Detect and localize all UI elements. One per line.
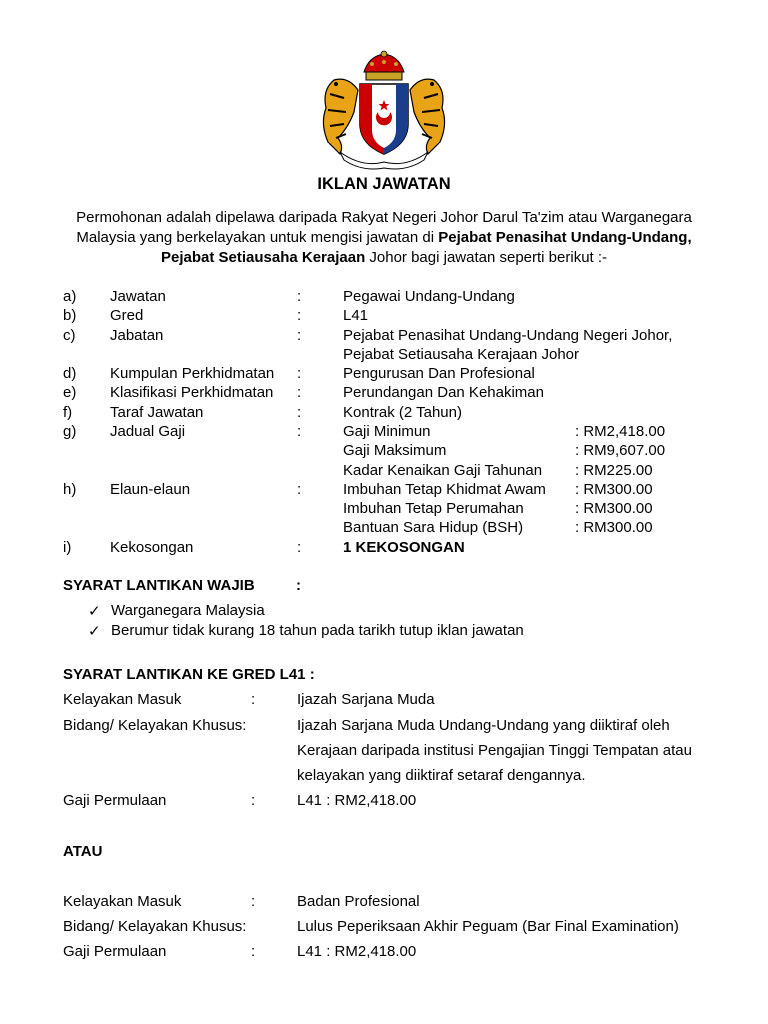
qualification-value: L41 : RM2,418.00 (297, 943, 417, 960)
intro-text-bold: Pejabat Penasihat Undang-Undang, Pejabat Setiausaha Kerajaan (160, 229, 692, 266)
detail-value: Perundangan Dan Kehakiman (343, 384, 544, 401)
gaji-item-amount: : RM2,418.00 (575, 423, 666, 440)
detail-letter: c) (63, 327, 76, 344)
qualification-value: Ijazah Sarjana Muda Undang-Undang yang diiktiraf oleh (297, 717, 670, 734)
detail-letter: e) (63, 384, 77, 401)
qualification-value: Badan Profesional (297, 893, 420, 910)
gaji-item-amount: : RM9,607.00 (575, 442, 666, 459)
elaun-item-name: Imbuhan Tetap Perumahan (343, 500, 524, 517)
detail-letter: d) (63, 365, 77, 382)
detail-letter: h) (63, 481, 77, 498)
atau-heading: ATAU (63, 843, 103, 860)
detail-label: Taraf Jawatan (110, 404, 204, 421)
elaun-row (0, 500, 768, 520)
crown-icon (364, 51, 404, 80)
detail-letter: f) (63, 404, 73, 421)
elaun-item-amount: : RM300.00 (575, 500, 653, 517)
elaun-item-name: Imbuhan Tetap Khidmat Awam (343, 481, 546, 498)
detail-label: Kumpulan Perkhidmatan (110, 365, 275, 382)
heading-text: SYARAT LANTIKAN WAJIB (63, 577, 255, 594)
gaji-item-name: Kadar Kenaikan Gaji Tahunan (343, 462, 543, 479)
detail-colon: : (297, 365, 302, 382)
gaji-item-name: Gaji Maksimum (343, 442, 447, 459)
detail-row-klasifikasi (0, 384, 768, 404)
qualification-label: Kelayakan Masuk (63, 691, 182, 708)
johor-coat-of-arms-icon (314, 50, 454, 170)
detail-colon: : (297, 307, 302, 324)
intro-paragraph (60, 208, 708, 268)
detail-row-kekosongan (0, 539, 768, 559)
detail-row-elaun (0, 481, 768, 501)
shield-icon (360, 84, 408, 154)
section-heading-syarat-gred: SYARAT LANTIKAN KE GRED L41 : (63, 666, 315, 683)
elaun-item-amount: : RM300.00 (575, 481, 653, 498)
left-tiger-icon (323, 79, 358, 154)
detail-colon: : (297, 404, 302, 421)
qualification-value: Ijazah Sarjana Muda (297, 691, 435, 708)
intro-text-2: Johor bagi jawatan seperti berikut :- (365, 249, 608, 266)
qualification-label: Gaji Permulaan (63, 792, 167, 809)
checkmark-icon: ✓ (88, 603, 101, 620)
detail-label: Kekosongan (110, 539, 194, 556)
detail-row-jabatan (0, 327, 768, 347)
qualification-value: L41 : RM2,418.00 (297, 792, 417, 809)
qualification-colon: : (251, 893, 256, 910)
detail-value: Pegawai Undang-Undang (343, 288, 515, 305)
page-title: IKLAN JAWATAN (317, 175, 451, 193)
detail-value-line2: Pejabat Setiausaha Kerajaan Johor (343, 346, 580, 363)
qualification-label: Bidang/ Kelayakan Khusus: (63, 918, 247, 935)
qualification-value-line3: kelayakan yang diiktiraf setaraf dengannya. (297, 767, 586, 784)
gaji-row (0, 462, 768, 482)
intro-text-1: Permohonan adalah dipelawa daripada Rakyat Negeri Johor Darul Ta'zim atau Warganegara Malaysia yang berkelayakan untuk mengisi jawatan di (76, 209, 692, 246)
detail-letter: g) (63, 423, 77, 440)
detail-letter: i) (63, 539, 72, 556)
detail-row-jadual-gaji (0, 423, 768, 443)
detail-label: Jabatan (110, 327, 164, 344)
detail-label: Jawatan (110, 288, 166, 305)
detail-row-taraf (0, 404, 768, 424)
kekosongan-value: 1 KEKOSONGAN (343, 539, 465, 556)
detail-value: Pengurusan Dan Profesional (343, 365, 535, 382)
gaji-item-amount: : RM225.00 (575, 462, 653, 479)
qualification-value-line2: Kerajaan daripada institusi Pengajian Tinggi Tempatan atau (297, 742, 692, 759)
detail-value: L41 (343, 307, 369, 324)
detail-row-kumpulan (0, 365, 768, 385)
heading-colon: : (296, 577, 301, 594)
elaun-item-name: Bantuan Sara Hidup (BSH) (343, 519, 524, 536)
detail-row-jawatan (0, 288, 768, 308)
section-heading-syarat-wajib (63, 577, 301, 594)
right-tiger-icon (410, 79, 445, 154)
detail-label: Elaun-elaun (110, 481, 191, 498)
elaun-item-amount: : RM300.00 (575, 519, 653, 536)
detail-value: Kontrak (2 Tahun) (343, 404, 462, 421)
gaji-row (0, 442, 768, 462)
detail-colon: : (297, 327, 302, 344)
qualification-label: Gaji Permulaan (63, 943, 167, 960)
gaji-item-name: Gaji Minimun (343, 423, 431, 440)
detail-colon: : (297, 423, 302, 440)
detail-label: Gred (110, 307, 144, 324)
qualification-label: Kelayakan Masuk (63, 893, 182, 910)
qualification-colon: : (251, 943, 256, 960)
detail-row-jabatan-cont (0, 346, 768, 366)
detail-letter: a) (63, 288, 77, 305)
detail-letter: b) (63, 307, 77, 324)
detail-colon: : (297, 288, 302, 305)
list-item-text: Warganegara Malaysia (111, 602, 265, 619)
elaun-row (0, 519, 768, 539)
qualification-label: Bidang/ Kelayakan Khusus: (63, 717, 247, 734)
qualification-value: Lulus Peperiksaan Akhir Peguam (Bar Final Examination) (297, 918, 679, 935)
qualification-colon: : (251, 792, 256, 809)
detail-colon: : (297, 384, 302, 401)
detail-value: Pejabat Penasihat Undang-Undang Negeri Johor, (343, 327, 673, 344)
detail-colon: : (297, 539, 302, 556)
checkmark-icon: ✓ (88, 623, 101, 640)
detail-label: Jadual Gaji (110, 423, 186, 440)
qualification-colon: : (251, 691, 256, 708)
detail-row-gred (0, 307, 768, 327)
detail-colon: : (297, 481, 302, 498)
detail-label: Klasifikasi Perkhidmatan (110, 384, 274, 401)
list-item-text: Berumur tidak kurang 18 tahun pada tarikh tutup iklan jawatan (111, 622, 524, 639)
